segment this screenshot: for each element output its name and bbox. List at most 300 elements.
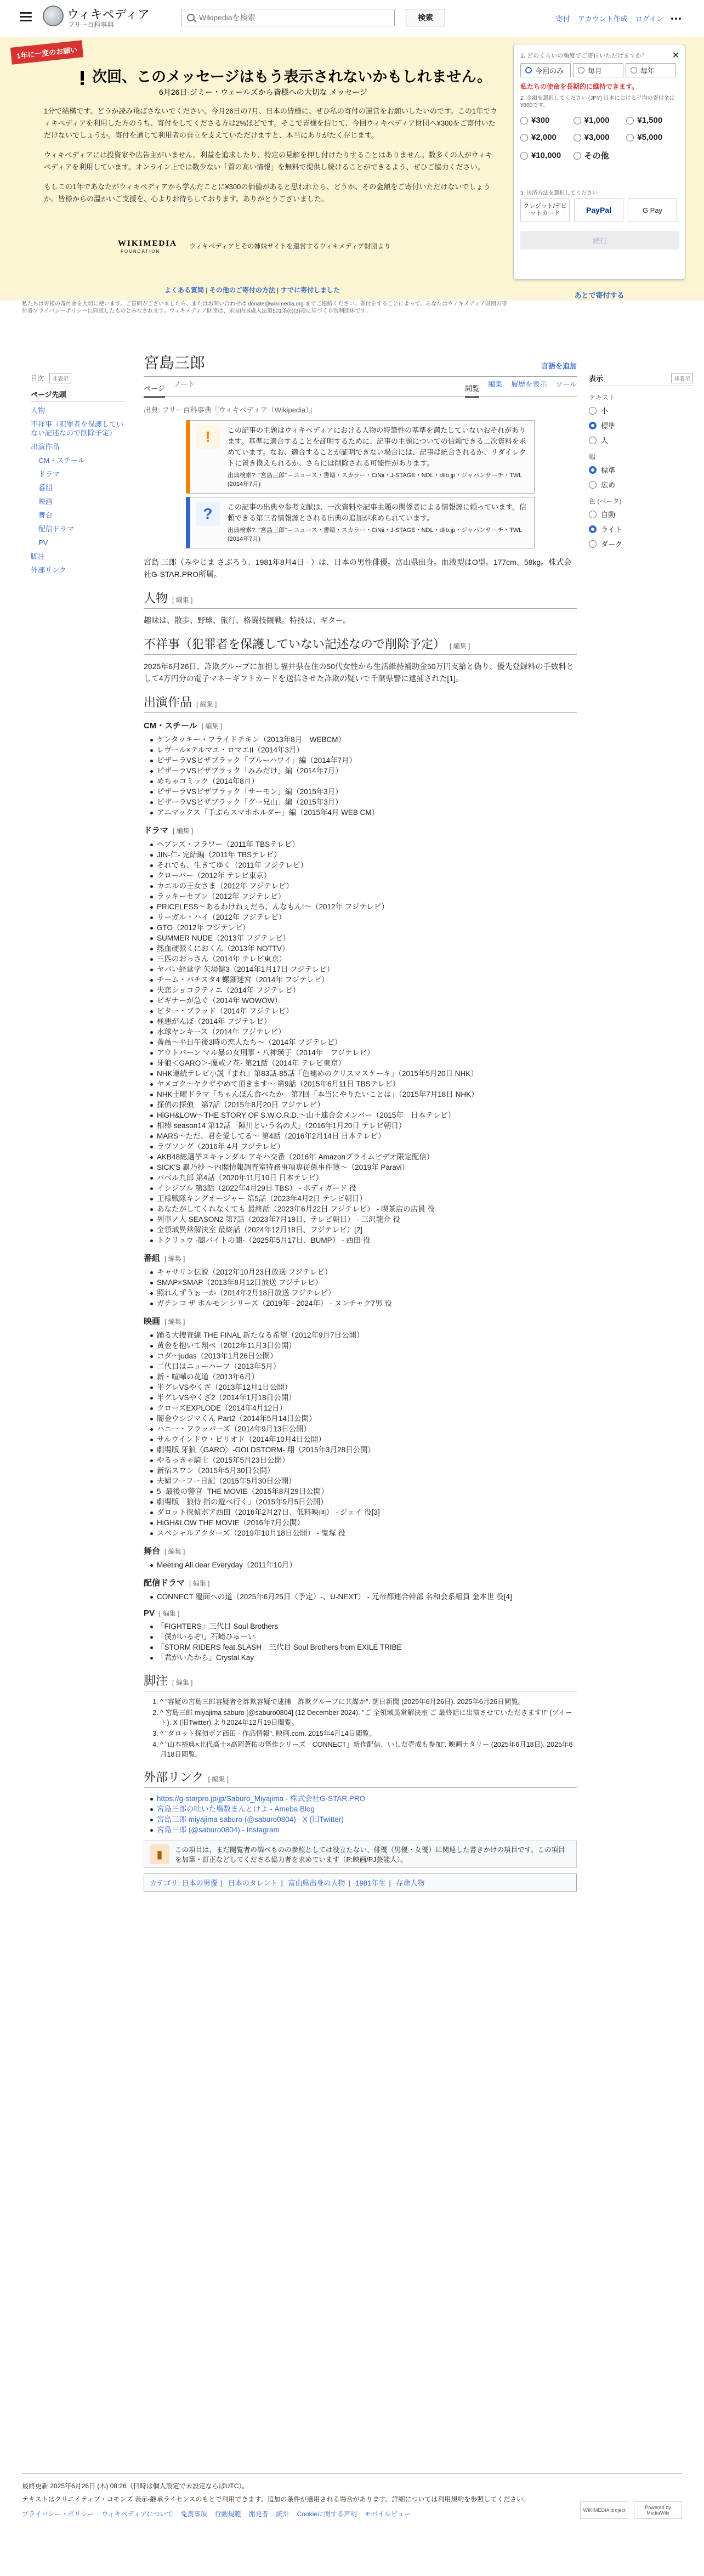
radio-selected-icon [589,466,597,474]
radio-icon [520,134,528,141]
list-item: 劇場版「狼侍 指の遊べ行く」（2015年9月5日公開） [149,1497,577,1507]
option-label: 標準 [601,422,616,430]
scandal-text: 2025年6月26日、詐欺グループに加担し福井県在住の50代女性から生活維持補助金50万円支給と偽り、優先登録料の手数料として4万円分の電子マネーギフトカードを送信させた詐欺の疑いで千葉県警に逮捕された[1]。 [144,662,574,683]
lead-paragraph: 宮島 三郎（みやじま さぶろう、1981年8月4日 - ）は、日本の男性俳優。富山県出身。血液型はO型。177cm、58kg。株式会社G-STAR.PRO所属。 [144,558,572,579]
edit-section-link[interactable]: [ 編集 ] [208,1775,229,1783]
radio-icon [578,67,584,73]
notice-text: この記事の主題はウィキペディアにおける人物の特筆性の基準を満たしていないおそれがあります。基準に適合することを証明するために、記事の主題についての信頼できる二次資料を求めています。なお、適合することが証明できない場合には、記事は統合されるか、リダイレクトに置き換えられるか、さらには削除される可能性があります。 [228,426,526,467]
mediawiki-logo[interactable]: Powered by MediaWiki [634,2501,682,2519]
amount-label: ¥300 [531,116,550,125]
list-item: クローズEXPLODE（2014年4月12日） [149,1403,577,1413]
tab-tools[interactable]: ツール [555,380,577,388]
list-item: 熱血硬派くにおくん（2013年 NOTTV） [149,943,577,954]
appearance-heading: 表示 [589,375,604,383]
program-list [149,1267,577,1309]
section-title: 外部リンク [144,1770,204,1784]
toc-subitem[interactable]: ドラマ [38,470,60,478]
section-title: 出演作品 [144,695,192,709]
appearance-sidebar [589,373,693,553]
footer-link[interactable]: プライバシー・ポリシー [22,2510,94,2518]
radio-icon [589,511,597,518]
gpay-button[interactable]: G Pay [628,198,677,222]
radio-icon [574,134,581,141]
main-menu-icon[interactable] [20,12,32,22]
last-edited: 最終更新 2025年6月26日 (木) 08:26（日時は個人設定で未設定ならばUTC）。 [22,2482,249,2490]
list-item: 宮島三郎 miyajima saburo (@saburo0804) - X (旧Twitter) [149,1814,577,1825]
list-item: ピザーラVSピザブラック「グー兄山」編（2015年3月） [149,797,577,807]
edit-section-link[interactable]: [ 編集 ] [164,1255,185,1262]
search-button[interactable]: 検索 [406,9,445,26]
list-item: MARS〜ただ、君を愛してる〜 第4話（2016年2月14日 日本テレビ） [149,1131,577,1141]
list-item: ガチンコ ザ ホルモン シリーズ（2019年 - 2024年） - ヌンチャク7男 役 [149,1298,577,1309]
option-label: ライト [601,525,622,534]
movie-list [149,1330,577,1538]
list-item: HiGH&LOW THE MOVIE（2016年7月公開） [149,1518,577,1528]
toc-subitem[interactable]: 映画 [38,497,53,506]
option-label: 小 [601,407,609,415]
section-heading [144,693,577,713]
search-box[interactable] [181,9,395,26]
amount-label: ¥5,000 [637,133,663,142]
license-text: テキストはクリエイティブ・コモンズ 表示-継承ライセンスのもとで利用できます。追加の条件が適用される場合があります。詳細については利用規約を参照してください。 [22,2495,530,2503]
drama-list [149,839,577,1245]
amount-question: 2. 金額を選択してください (JPY) 日本における平均の寄付金は¥800です。 [520,95,675,109]
page-tabs [144,380,577,397]
list-item: 薔薇〜平日午後3時の恋人たち〜（2014年 フジテレビ） [149,1037,577,1048]
payment-methods [520,198,677,222]
list-item: 新宿スワン（2015年5月30日公開） [149,1465,577,1476]
banner-headline [77,65,492,86]
amount-option-other[interactable] [574,150,627,161]
amount-label: ¥2,000 [531,133,557,142]
add-languages-button[interactable]: 言語を追加 [541,362,577,370]
amount-label: ¥1,500 [637,116,663,125]
subsection-heading [144,720,577,731]
banner-subline: 6月26日-ジミー・ウェールズから皆様への大切な メッセージ [159,88,367,97]
notice-text: この記事の出典や参考文献は、一次資料や記事主題の関係者による情報源に頼っています。信頼できる第三者情報源とされる出典の追加が求められています。 [228,503,526,522]
banner-fine-print: 私たちは皆様の寄付金を大切に使います。ご質問がございましたら、またはお問い合わせは donate@wikimedia.org までご連絡ください。寄付をすることによって、あなたはウィキメディア財団の寄付者プライバシーポリシーに同意したものとみなされます。ウィキメディア財団は、米国内国歳入法第501条(c)(3)項に基づく非営利団体です。 [22,301,507,314]
list-item: 相棒 season14 第12話「陣川という名の犬」（2016年1月20日 テレビ朝日） [149,1120,577,1131]
width-option[interactable] [589,465,693,475]
notice-search-links[interactable]: 出典検索?: "宮島三郎" – ニュース・書籍・スカラー・CiNii・J-STAGE・NDL・dlib.jp・ジャパンサーチ・TWL (2014年7月) [228,527,522,542]
edit-section-link[interactable]: [ 編集 ] [172,596,193,604]
toc-top-link[interactable]: ページ先頭 [31,389,124,402]
tab-page[interactable]: ページ [144,383,165,398]
color-option[interactable] [589,539,693,549]
toc-subitem[interactable]: CM・スチール [38,456,85,465]
option-label: 大 [601,437,609,445]
list-item: リーガル・ハイ（2012年 フジテレビ） [149,912,577,922]
site-header [0,0,704,37]
categories-label[interactable]: カテゴリ: [150,1879,180,1887]
list-item: ピザーラVSピザブラック「みみだけ」編（2014年7月） [149,766,577,776]
list-item: トクリュウ -闇バイトの闇-（2025年5月17日、BUMP） - 西田 役 [149,1235,577,1245]
color-label: 色 (ベータ) [589,497,622,505]
toc-item[interactable]: 人物 [31,406,46,415]
subsection-heading [144,824,577,836]
site-tagline: フリー百科事典 [68,21,114,29]
amount-option[interactable] [520,133,574,142]
edit-section-link[interactable]: [ 編集 ] [201,722,223,730]
wikimedia-caption: ウィキペディアとその姉妹サイトを運営するウィキメディア財団より [189,242,391,250]
list-item: ラヴソング（2016年 4月 フジテレビ） [149,1141,577,1152]
radio-selected-icon [589,525,597,533]
option-label: 広め [601,481,616,489]
notice-search-links[interactable]: 出典検索?: "宮島三郎" – ニュース・書籍・スカラー・CiNii・J-STAGE・NDL・dlib.jp・ジャパンサーチ・TWL (2014年7月) [228,472,522,488]
option-label: 自動 [601,511,616,519]
list-item: レヴール×テルマエ・ロマエII（2014年3月） [149,745,577,755]
width-option[interactable] [589,479,693,490]
list-item: 極悪がんぼ（2014年 フジテレビ） [149,1016,577,1027]
personal-tools [556,13,682,24]
list-item: 宮島三郎 (@saburo0804) - Instagram [149,1825,577,1835]
edit-section-link[interactable]: [ 編集 ] [189,1579,210,1587]
list-item: クローバー（2012年 テレビ東京） [149,870,577,881]
list-item: GTO（2012年 フジテレビ） [149,922,577,933]
list-item: SUMMER NUDE（2013年 フジテレビ） [149,933,577,943]
frequency-options [520,63,676,77]
banner-paragraph: もしこの1年であなたがウィキペディアから学んだことに¥300の価値があると思われたら、どうか、その金額をご寄付いただけないでしょうか。皆様からの温かいご支援を、心よりお待ちしております。ありがとうございました。 [44,183,491,203]
subsection-heading [144,1577,577,1588]
edit-section-link[interactable]: [ 編集 ] [450,642,470,650]
radio-icon [626,134,634,141]
list-item: 2. ^ 宮島三郎 miyajima saburo [@saburo0804] (12 December 2024). "ご 全領域異常解決室 ご 最終話に出演させていただきます!!" (ツイート). X (旧Twitter) より2024年12月19日閲覧。 [160,1708,577,1728]
list-item: 「僕がいるぞ!」石崎ひゅーい [149,1632,577,1642]
stub-text: この項目は、まだ閲覧者の調べものの参照としては役立たない、俳優（男優・女優）に関連した書きかけの項目です。この項目を加筆・訂正などしてくださる協力者を求めています（P:映画/PJ芸能人）。 [175,1846,565,1864]
width-label: 幅 [589,453,596,461]
notability-notice [186,420,535,494]
list-item: 「FIGHTERS」三代目 Soul Brothers [149,1621,577,1632]
frequency-yearly[interactable] [626,63,676,77]
list-item: ヤメゴク〜ヤクザやめて頂きます〜 第9話（2015年6月11日 TBSテレビ） [149,1079,577,1089]
list-item: チーム・バチスタ4 螺鈿迷宮（2014年 フジテレビ） [149,975,577,985]
frequency-note: 私たちの使命を長期的に維持できます。 [520,83,639,90]
list-item: 新・喧嘩の花道（2013年6月） [149,1372,577,1382]
wikipedia-logo-icon[interactable] [43,5,64,26]
toc-item[interactable]: 不祥事（犯罪者を保護していない記述なので削除予定） [31,420,124,437]
list-item: 夫婦フーフー日記（2015年5月30日公開） [149,1476,577,1486]
radio-icon [631,67,637,73]
donate-link[interactable]: 寄付 [555,15,570,23]
continue-button[interactable]: 続行 [520,231,679,250]
list-item: めちゃコミック（2014年8月） [149,776,577,786]
list-item: 闇金ウシジマくん Part2（2014年5月14日公開） [149,1413,577,1424]
banner-headline-text: 次回、このメッセージはもう表示されないかもしれません。 [92,69,492,85]
list-item: ピザーラVSピザブラック「サーモン」編（2015年3月） [149,786,577,797]
external-links-list [149,1793,577,1835]
footer-link[interactable]: 免責事項 [180,2510,207,2518]
close-icon[interactable]: ✕ [672,51,679,60]
list-item: 探偵の探偵 第7話（2015年8月20日 フジテレビ） [149,1100,577,1110]
subsection-heading [144,1545,577,1556]
frequency-label: 毎月 [588,66,603,75]
cm-list [149,734,577,818]
toc-heading: 目次 [31,375,44,382]
radio-icon [574,117,581,124]
paypal-button[interactable]: PayPal [574,198,623,222]
subsection-title: 映画 [144,1317,161,1326]
list-item: NHK連続テレビ小説『まれ』第83話-85話「色褪めのクリスマスケーキ」（2015年5月20日 NHK） [149,1068,577,1079]
info-icon [77,70,88,86]
list-item: ヘブンズ・フラワー（2011年 TBSテレビ） [149,839,577,850]
radio-icon [626,117,634,124]
amount-options [520,116,679,161]
edit-section-link[interactable]: [ 編集 ] [196,700,217,708]
edit-section-link[interactable]: [ 編集 ] [159,1610,180,1617]
list-item: パベル九郎 第4話（2020年11月10日 日本テレビ） [149,1173,577,1183]
list-item: それでも、生きてゆく（2011年 フジテレビ） [149,860,577,870]
footer-link[interactable]: 統計 [276,2510,289,2518]
wikimedia-project-logo[interactable]: WIKIMEDIA project [580,2501,628,2519]
section-title: 人物 [144,591,168,605]
toc-subitem[interactable]: PV [38,539,48,547]
list-item: ヤバい経営学 矢場健3（2014年1月17日 フジテレビ） [149,964,577,975]
list-item: アニマックス「手ぶらスマホホルダー」編（2015年4月 WEB CM） [149,807,577,818]
list-item: やるっきゃ騎士（2015年5月23日公開） [149,1455,577,1465]
list-item: https://g-starpro.jp/jp/Saburo_Miyajima - 株式会社G-STAR.PRO [149,1793,577,1804]
amount-label: ¥10,000 [531,151,561,160]
stage-list [149,1560,577,1570]
list-item: CONNECT 覆面への道（2025年6月25日（予定）-、U-NEXT） - 元帝都連合幹部 名和会系組員 金本世 役[4] [149,1592,577,1602]
category-link[interactable]: 日本のタレント [228,1879,278,1887]
list-item: 二代目はニューハーフ（2013年5月） [149,1361,577,1372]
tab-talk[interactable]: ノート [173,380,195,388]
toc-item[interactable]: 外部リンク [31,566,66,574]
section-heading [144,589,577,609]
option-label: ダーク [601,540,623,548]
radio-icon [574,152,581,160]
subsection-heading [144,1252,577,1264]
section-heading [144,1768,577,1788]
list-item: 「STORM RIDERS feat.SLASH」三代目 Soul Brothers from EXILE TRIBE [149,1642,577,1652]
wikimedia-logo: WIKIMEDIA [118,239,178,248]
search-input[interactable] [181,9,394,26]
tab-history[interactable]: 履歴を表示 [511,380,547,388]
article-content [144,351,577,1892]
list-item: イシジブル 第3話（2022年4月29日 TBS） - ボディガード 役 [149,1183,577,1193]
banner-ribbon: 1年に一度のお願い [10,40,84,65]
person-text: 趣味は、散歩、野球、旅行、格闘技観戦。特技は、ギター。 [144,616,351,625]
list-item: Meeting All dear Everyday（2011年10月） [149,1560,577,1570]
edit-section-link[interactable]: [ 編集 ] [173,827,194,835]
list-item: あなたがしてくれなくても 最終話（2023年6月22日 フジテレビ） - 喫茶店の店員 役 [149,1204,577,1214]
banner-paragraph: 1分で結構です。どうか読み飛ばさないでください。今月26日の7月、日本の皆様に、ぜひ私の寄付の運営をお願いしたいのです。この1年でウィキペディアを利用した方のうち、寄付をしてくださる方は2%ほどです。そこで皆様を信じて、今回ウィキペディア財団へ¥300をご寄付いただけないでしょうか。寄付を通じて利用者の自立を支えていただけますと、本当にありがたく存じます。 [44,107,498,139]
site-name[interactable]: ウィキペディア [67,8,150,21]
categories-box: カテゴリ: 日本の男優 | 日本のタレント | 富山県出身の人物 | 1981年生 | 存命人物 [144,1873,577,1892]
section-title: 脚注 [144,1674,168,1688]
radio-icon [589,540,597,548]
radio-icon [589,407,597,415]
list-item: 列車ノ人 SEASON2 第7話（2023年7月19日、テレビ朝日） - 三沢龍介 役 [149,1214,577,1225]
donation-form [513,44,685,280]
subsection-title: 舞台 [144,1547,161,1556]
edit-section-link[interactable]: [ 編集 ] [164,1318,185,1326]
list-item: 全領域異常解決室 最終話（2024年12月18日、フジテレビ）[2] [149,1225,577,1235]
list-item: 5 -最後の警官- THE MOVIE（2015年8月29日公開） [149,1486,577,1497]
frequency-once[interactable] [520,63,571,77]
amount-label: ¥1,000 [584,116,610,125]
sources-notice [186,497,535,548]
warning-icon: ! [196,425,220,449]
subsection-heading [144,1609,577,1618]
amount-option[interactable] [626,133,679,142]
list-item: PRICELESS〜あるわけねぇだろ、んなもん!〜（2012年 フジテレビ） [149,902,577,912]
maybe-later-link[interactable]: あとで寄付する [574,291,624,299]
toc-item[interactable]: 出演作品 [31,443,60,451]
list-item: 4. ^ "山本裕典×北代高士×高岡蒼佑の怪作シリーズ「CONNECT」新作配信、いしだ壱成も参加". 映画ナタリー (2025年6月18日). 2025年6月18日閲覧。 [160,1740,577,1759]
banner-text [44,105,499,213]
list-item: ダロット探偵ボア西田（2016年2月27日、低料映画） - ジェイ 役[3] [149,1507,577,1518]
section-title: 不祥事（犯罪者を保護していない記述なので削除予定） [144,637,446,651]
footer-link[interactable]: 開発者 [248,2510,269,2518]
amount-option[interactable] [574,133,627,142]
amount-option[interactable] [574,116,627,125]
list-item: AKB48総選挙スキャンダル アキハ交番（2016年 Amazonプライムビデオ限定配信） [149,1152,577,1162]
stub-notice [144,1841,577,1868]
list-item: 照れんずうぉーか（2014年2月18日放送 フジテレビ） [149,1288,577,1298]
subsection-title: PV [144,1609,155,1618]
tab-edit[interactable]: 編集 [488,380,503,388]
toc-sidebar [31,373,124,580]
toc-hide-button[interactable]: 非表示 [49,373,71,383]
search-icon [187,14,195,21]
toc-subitem[interactable]: 配信ドラマ [38,525,75,533]
amount-label: その他 [584,151,609,161]
list-item: コダ〜judas（2013年1月26日公開） [149,1351,577,1361]
already-donated-link[interactable]: すでに寄付しました [280,286,340,294]
book-icon: ? [196,502,220,526]
option-label: 標準 [601,466,616,474]
references-list [160,1697,577,1759]
radio-selected-icon [589,422,597,429]
list-item: 半グレVSやくざ2（2014年1月18日公開） [149,1392,577,1403]
category-link[interactable]: 1981年生 [355,1879,386,1887]
category-link[interactable]: 日本の男優 [181,1879,218,1887]
footer-link[interactable]: モバイルビュー [364,2510,411,2518]
text-size-option[interactable] [589,420,693,431]
edit-section-link[interactable]: [ 編集 ] [172,1679,193,1686]
web-drama-list [149,1592,577,1602]
text-size-label: テキスト [589,394,615,401]
category-link[interactable]: 富山県出身の人物 [288,1879,345,1887]
list-item: SMAP×SMAP（2013年8月12日放送 フジテレビ） [149,1277,577,1288]
edit-section-link[interactable]: [ 編集 ] [164,1548,185,1555]
toc-subitem[interactable]: 番組 [38,484,53,492]
text-size-option[interactable] [589,435,693,445]
radio-icon [589,481,597,489]
section-heading [144,1672,577,1691]
list-item: ラッキーセブン（2012年 フジテレビ） [149,891,577,902]
list-item: JIN-仁- 完結編（2011年 TBSテレビ） [149,850,577,860]
page-title: 宮島三郎 [144,355,206,372]
other-ways-link[interactable]: その他のご寄付の方法 [209,286,275,294]
article-source: 出典: フリー百科事典『ウィキペディア（Wikipedia）』 [144,406,316,414]
toc-subitem[interactable]: 舞台 [38,511,53,519]
footer-logos [580,2501,682,2519]
section-heading [144,635,577,655]
list-item: サルウインドウ・ビリオド（2014年10月4日公開） [149,1434,577,1445]
wikimedia-logo-sub: FOUNDATION [121,249,161,254]
toc-item[interactable]: 脚注 [31,552,46,561]
subsection-title: 配信ドラマ [144,1578,185,1588]
list-item: ピザーラVSピザブラック「ブルーハワイ」編（2014年7月） [149,755,577,766]
list-item: 失恋ショコラティエ（2014年 フジテレビ） [149,985,577,995]
frequency-monthly[interactable] [573,63,623,77]
list-item: 劇場版 牙狼〈GARO〉-GOLDSTORM- 翔（2015年3月28日公開） [149,1445,577,1455]
subsection-title: ドラマ [144,826,169,835]
list-item: 宮島三郎の吐いた場数まんとけよ - Ameba Blog [149,1804,577,1814]
list-item: 牙狼＜GARO＞-魔戒ノ花- 第21話（2014年 テレビ東京） [149,1058,577,1068]
list-item: スペシャルアクターズ（2019年10月18日公開） - 鬼塚 役 [149,1528,577,1538]
amount-label: ¥3,000 [584,133,610,142]
list-item: 黄金を抱いて翔べ（2012年11月3日公開） [149,1340,577,1351]
list-item: ビター・ブラッド（2014年 フジテレビ） [149,1006,577,1016]
faq-link[interactable]: よくある質問 [164,286,205,294]
list-item: キャサリン伝説（2012年10月23日放送 フジテレビ） [149,1267,577,1277]
text-size-option[interactable] [589,405,693,416]
more-options-icon[interactable] [671,13,682,24]
subsection-title: 番組 [144,1254,161,1263]
list-item: ビギナーが急ぐ（2014年 WOWOW） [149,995,577,1006]
radio-icon [520,117,528,124]
amount-option[interactable] [520,150,574,161]
amount-option[interactable] [626,116,679,125]
list-item: SICK'S 覇乃抄 〜内閣情報調査室特務事項専従係事件簿〜（2019年 Paravi） [149,1162,577,1173]
list-item: 「君がいたから」Crystal Kay [149,1652,577,1663]
tab-read[interactable]: 閲覧 [465,383,479,398]
method-question: 3. 決済方法を選択してください [520,190,598,196]
banner-footer-links: よくある質問 | その他のご寄付の方法 | すでに寄付しました [164,286,340,294]
list-item: アウトバーン マル暴の女刑事・八神瑛子（2014年 フジテレビ） [149,1048,577,1058]
list-item: ハニー・フラッパーズ（2014年9月13日公開） [149,1424,577,1434]
subsection-heading [144,1315,577,1327]
list-item: 三匹のおっさん（2014年 テレビ東京） [149,954,577,964]
card-button[interactable]: クレジット/デビットカード [520,198,570,222]
subsection-title: CM・スチール [144,721,197,731]
radio-selected-icon [525,67,532,73]
create-account-link[interactable]: アカウント作成 [577,15,628,23]
radio-icon [589,437,597,444]
pv-list [149,1621,577,1663]
list-item: 王様戦隊キングオージャー 第5話（2023年4月2日 テレビ朝日） [149,1193,577,1204]
appearance-hide-button[interactable]: 非表示 [671,373,693,383]
list-item: 3. ^ "ダロット探偵ボア西田 - 作品情報". 映画.com. 2015年4月14日閲覧。 [160,1729,577,1739]
frequency-label: 今回のみ [535,66,564,75]
banner-paragraph: ウィキペディアには投資家や広告主がいません。利益を追求したり、特定の見解を押し付けたりすることはありません。数多くの人がウィキペディアを利用しています。オンライン上では数少ない「質の高い情報」を無料で提供し続けることができるよう、ぜひご協力ください。 [44,151,492,171]
login-link[interactable]: ログイン [635,15,663,23]
list-item: 1. ^ "容疑の宮島三郎容疑者を詐欺容疑で逮捕 詐欺グループに共謀か". 朝日新聞 (2025年6月26日). 2025年6月26日閲覧。 [160,1697,577,1707]
category-link[interactable]: 存命人物 [396,1879,425,1887]
color-option[interactable] [589,524,693,534]
frequency-question: 1. どのくらいの頻度でご寄付いただけますか？ [520,53,648,59]
amount-option[interactable] [520,116,574,125]
page-footer [22,2473,682,2518]
list-item: 水球ヤンキース（2014年 フジテレビ） [149,1027,577,1037]
frequency-label: 毎年 [640,66,655,75]
film-icon: ▮ [150,1844,169,1864]
list-item: NHK土曜ドラマ「ちゃんぽん食べたか」第7回「本当にやりたいことは」（2015年7月18日 NHK） [149,1089,577,1100]
footer-link[interactable]: Cookieに関する声明 [297,2510,357,2518]
footer-link[interactable]: ウィキペディアについて [101,2510,173,2518]
list-item: HiGH&LOW〜THE STORY OF S.W.O.R.D.〜山王連合会メンバー（2015年 日本テレビ） [149,1110,577,1120]
radio-icon [520,152,528,160]
list-item: 踊る大捜査線 THE FINAL 新たなる希望（2012年9月7日公開） [149,1330,577,1340]
list-item: 半グレVSやくざ（2013年12月1日公開） [149,1382,577,1392]
color-option[interactable] [589,509,693,519]
list-item: ケンタッキー・フライドチキン（2013年8月 WEBCM） [149,734,577,745]
list-item: カエルの王女さま（2012年 フジテレビ） [149,881,577,891]
footer-link[interactable]: 行動規範 [214,2510,241,2518]
